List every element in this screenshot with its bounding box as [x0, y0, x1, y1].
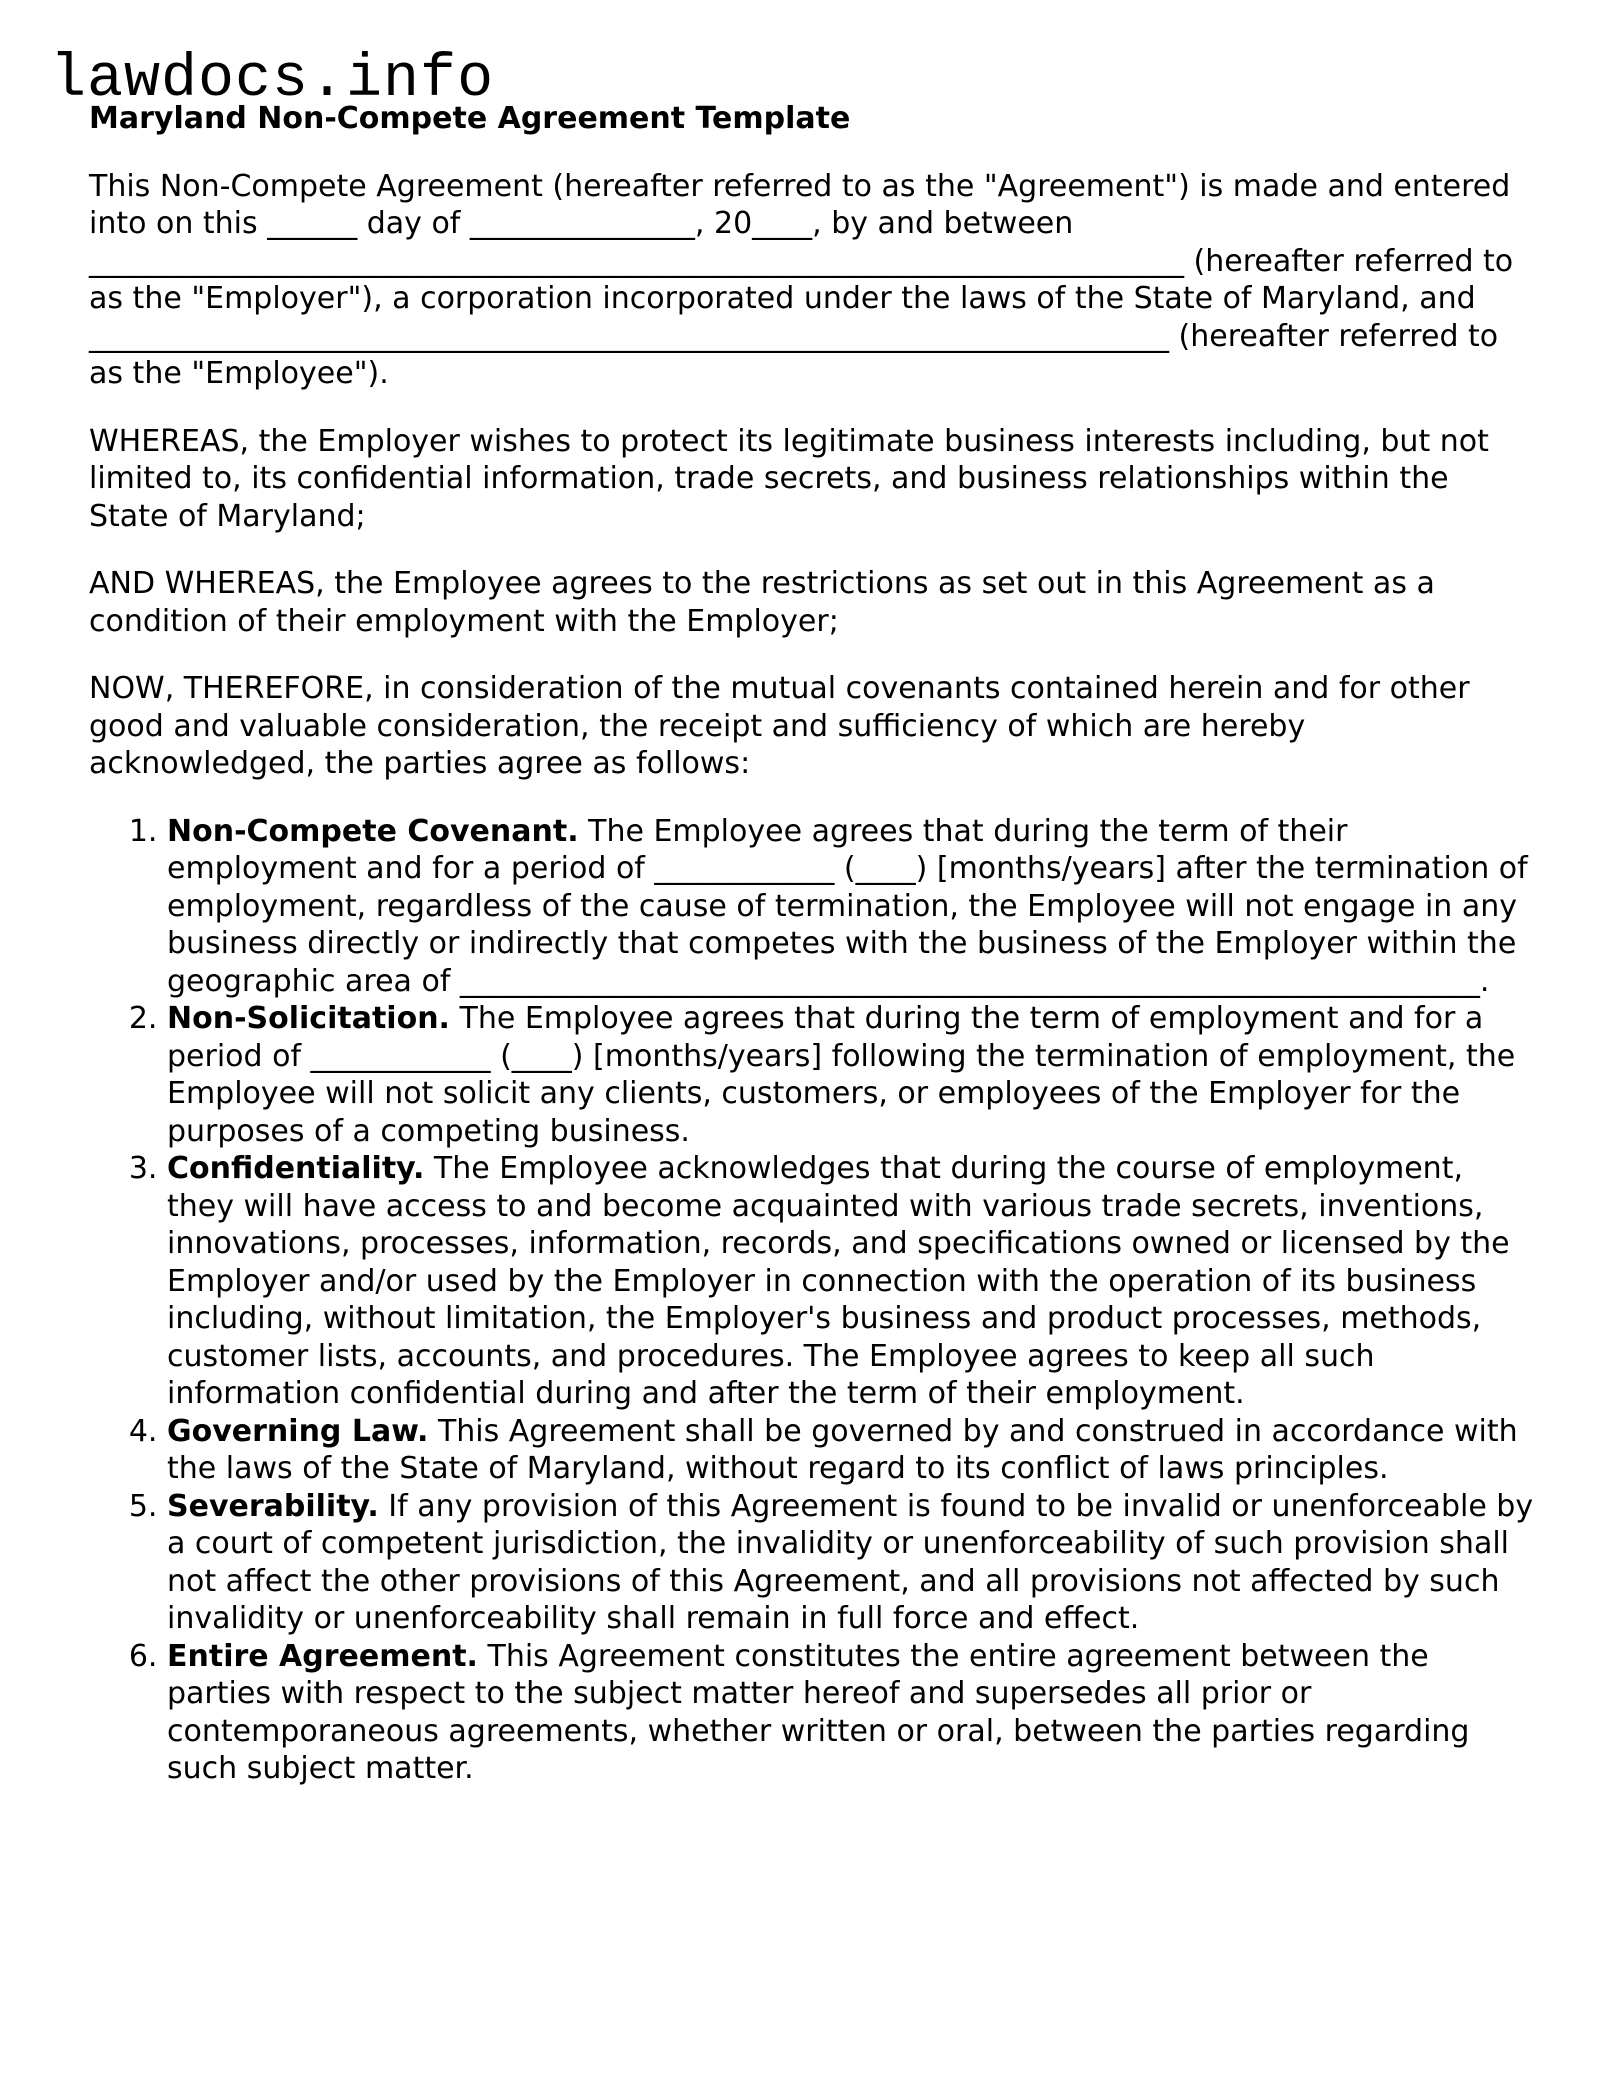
- intro-paragraph: [89, 168, 1534, 393]
- therefore-paragraph: NOW, THEREFORE, in consideration of the mutual covenants contained herein and for other good and valuable consideration, the receipt and sufficiency of which are hereby acknowledged, the parties agree as follows:: [89, 671, 1470, 781]
- clause-heading: Non-Compete Covenant.: [167, 813, 579, 849]
- clause-item: [167, 1488, 1534, 1638]
- whereas-paragraph-1: WHEREAS, the Employer wishes to protect its legitimate business interests including, but not limited to, its confidential information, trade secrets, and business relationships within the State of Maryland;: [89, 423, 1489, 534]
- year-blank: ____: [752, 206, 813, 241]
- clause-text: The Employee acknowledges that during the course of employment, they will have access to and become acquainted with various trade secrets, inventions, innovations, processes, information, records, and specifications owned or licensed by the Employer and/or used by the Employer in connection with the operation of its business including, without limitation, the Employer's business and product processes, methods, customer lists, accounts, and procedures. The Employee agrees to keep all such information confidential during and after the term of their employment.: [167, 1151, 1510, 1411]
- intro-text-4: , by and between: [812, 206, 1074, 241]
- clause-heading: Confidentiality.: [167, 1151, 425, 1186]
- intro-text-3: , 20: [694, 206, 753, 241]
- clause-heading: Severability.: [167, 1488, 379, 1524]
- clause-heading: Entire Agreement.: [167, 1638, 478, 1674]
- whereas-paragraph-2: AND WHEREAS, the Employee agrees to the restrictions as set out in this Agreement as a condition of their employment with the Employer;: [89, 566, 1435, 639]
- clause-item: [167, 1150, 1534, 1413]
- intro-text-1: This Non-Compete Agreement (hereafter referred to as the "Agreement") is made and entered into on this: [89, 168, 1511, 241]
- clause-text: The Employee agrees that during the term of their employment and for a period of ____________ (____) [months/years] after the termination of employment, regardless of the cause of termination, the Employee will not engage in any business directly or indirectly that competes with the business of the Employer within the geographic area of ____________________________________________________________________.: [167, 813, 1528, 999]
- document-body: [89, 100, 1534, 1788]
- employee-name-blank: ________________________________________________________________________: [89, 318, 1169, 354]
- clause-item: [167, 1413, 1534, 1488]
- intro-text-6: (hereafter referred to as the "Employee").: [89, 318, 1499, 391]
- clause-heading: Non-Solicitation.: [167, 1001, 450, 1036]
- clause-item: [167, 1000, 1534, 1150]
- employer-name-blank: _________________________________________________________________________: [89, 243, 1184, 279]
- day-blank: ______: [267, 206, 358, 241]
- clause-text: This Agreement constitutes the entire agreement between the parties with respect to the subject matter hereof and supersedes all prior or contemporaneous agreements, whether written or oral, between the parties regarding such subject matter.: [167, 1638, 1470, 1786]
- clause-list: [89, 813, 1534, 1788]
- clause-text: This Agreement shall be governed by and construed in accordance with the laws of the State of Maryland, without regard to its conflict of laws principles.: [167, 1413, 1518, 1486]
- clause-text: If any provision of this Agreement is found to be invalid or unenforceable by a court of competent jurisdiction, the invalidity or unenforceability of such provision shall not affect the other provisions of this Agreement, and all provisions not affected by such invalidity or unenforceability shall remain in full force and effect.: [167, 1488, 1534, 1636]
- clause-item: [167, 1638, 1534, 1788]
- intro-text-5: (hereafter referred to as the "Employer"), a corporation incorporated under the laws of the State of Maryland, and: [89, 243, 1514, 316]
- clause-heading: Governing Law.: [167, 1413, 429, 1449]
- clause-text: The Employee agrees that during the term of employment and for a period of ____________ (____) [months/years] following the termination of employment, the Employee will not solicit any clients, customers, or employees of the Employer for the purposes of a competing business.: [167, 1001, 1516, 1149]
- document-title: Maryland Non-Compete Agreement Template: [89, 101, 851, 136]
- intro-text-2: day of: [357, 206, 470, 241]
- clause-item: [167, 813, 1534, 1001]
- month-blank: _______________: [469, 206, 695, 241]
- site-watermark: lawdocs.info: [50, 46, 495, 114]
